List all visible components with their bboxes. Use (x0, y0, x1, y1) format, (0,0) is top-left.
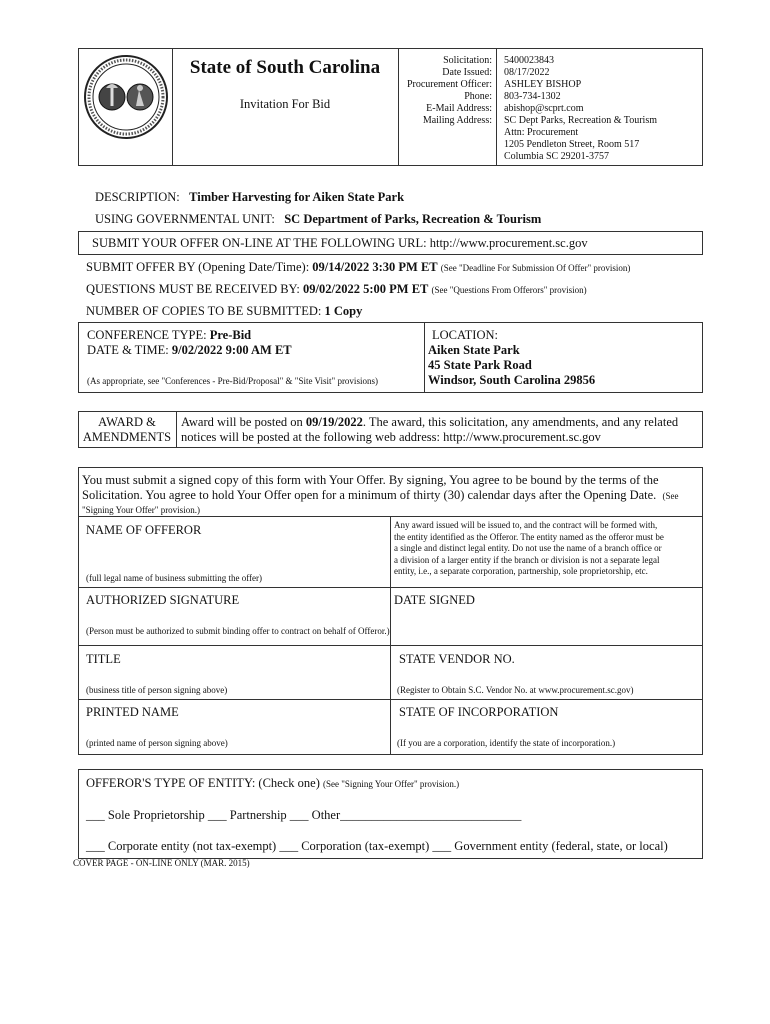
phone-value: 803-734-1302 (504, 91, 561, 102)
phone-label: Phone: (464, 91, 492, 102)
email-label: E-Mail Address: (426, 103, 492, 114)
name-of-offeror-label: NAME OF OFFEROR (86, 523, 202, 537)
entity-type-title-line (86, 776, 459, 791)
date-issued-label: Date Issued: (442, 67, 492, 78)
conference-note: (As appropriate, see "Conferences - Pre-Bid/Proposal" & "Site Visit" provisions) (87, 376, 378, 386)
award-label (78, 415, 176, 445)
entity-options-line-1: ___ Sole Proprietorship ___ Partnership ___ Other_____________________________ (86, 808, 522, 822)
governmental-unit-line (95, 212, 541, 227)
conference-datetime-label: DATE & TIME: (87, 343, 169, 357)
date-signed-label: DATE SIGNED (394, 593, 475, 607)
mailing-address-line4: Columbia SC 29201-3757 (504, 151, 610, 162)
document-type: Invitation For Bid (239, 97, 331, 111)
state-seal (83, 54, 169, 140)
questions-value: 09/02/2022 5:00 PM ET (303, 282, 429, 296)
signing-line-2: Solicitation. You agree to hold Your Offer open for a minimum of thirty (30) calendar days after the Opening Date. (82, 488, 657, 502)
solicitation-number: 5400023843 (504, 55, 554, 66)
award-label-2: AMENDMENTS (82, 430, 172, 444)
conference-divider (424, 322, 425, 393)
mailing-address-line3: 1205 Pendleton Street, Room 517 (504, 139, 640, 150)
signing-line-3: "Signing Your Offer" provision.) (82, 505, 200, 515)
signing-instructions (82, 473, 700, 516)
authorized-signature-note: (Person must be authorized to submit binding offer to contract on behalf of Offeror.) (86, 626, 390, 636)
submit-by-line (86, 260, 630, 275)
location-line-3: Windsor, South Carolina 29856 (428, 373, 596, 387)
description-value: Timber Harvesting for Aiken State Park (189, 190, 405, 204)
signing-rule-3 (78, 645, 703, 646)
conference-datetime-line (87, 343, 292, 358)
award-text-b: . The award, this solicitation, any amendments, and any related (362, 415, 679, 429)
location-label: LOCATION: (432, 328, 498, 342)
email-value: abishop@scprt.com (504, 103, 584, 114)
submit-by-value: 09/14/2022 3:30 PM ET (312, 260, 438, 274)
award-entity-note: Any award issued will be issued to, and the contract will be formed with, the entity identified as the Offeror. The entity named as the offeror must be a single and distinct legal entity. Do not use the name of a branch office or a division of a larger entity if the branch or division is not a separate legal entity, i.e., a separate corporation, partnership, sole proprietorship, etc. (394, 520, 664, 576)
location-line-2: 45 State Park Road (428, 358, 532, 372)
title-label: TITLE (86, 652, 121, 666)
signing-line-2-note: (See (662, 491, 679, 501)
procurement-officer-name: ASHLEY BISHOP (504, 79, 582, 90)
questions-note: (See "Questions From Offerors" provision) (431, 285, 587, 295)
state-of-incorporation-label: STATE OF INCORPORATION (399, 705, 559, 719)
signing-col-divider (390, 516, 391, 755)
conference-type-label: CONFERENCE TYPE: (87, 328, 207, 342)
state-of-incorporation-note: (If you are a corporation, identify the state of incorporation.) (397, 738, 616, 748)
authorized-signature-label: AUTHORIZED SIGNATURE (86, 593, 240, 607)
award-text-c: notices will be posted at the following web address: http://www.procurement.sc.gov (181, 430, 601, 444)
location-block (428, 328, 595, 388)
solicitation-label: Solicitation: (443, 55, 492, 66)
entity-options-line-2: ___ Corporate entity (not tax-exempt) ___ Corporation (tax-exempt) ___ Government entity (federal, state, or local) (86, 839, 668, 853)
award-divider (176, 411, 177, 448)
mailing-address-line2: Attn: Procurement (504, 127, 579, 138)
copies-value: 1 Copy (324, 304, 363, 318)
entity-type-title: OFFEROR'S TYPE OF ENTITY: (Check one) (86, 776, 320, 790)
signing-rule-2 (78, 587, 703, 588)
copies-line (86, 304, 362, 319)
signing-rule-4 (78, 699, 703, 700)
signing-line-1: You must submit a signed copy of this form with Your Offer. By signing, You agree to be bound by the terms of the (82, 473, 659, 487)
date-issued-value: 08/17/2022 (504, 67, 550, 78)
conference-type-value: Pre-Bid (209, 328, 252, 342)
conference-datetime-value: 9/02/2022 9:00 AM ET (171, 343, 292, 357)
conference-type-line (87, 328, 251, 343)
questions-line (86, 282, 587, 297)
entity-type-note: (See "Signing Your Offer" provision.) (322, 779, 460, 789)
submit-by-label: SUBMIT OFFER BY (Opening Date/Time): (86, 260, 310, 274)
award-date: 09/19/2022 (305, 415, 363, 429)
questions-label: QUESTIONS MUST BE RECEIVED BY: (86, 282, 300, 296)
description-line (95, 190, 404, 205)
title-note: (business title of person signing above) (86, 685, 228, 695)
printed-name-label: PRINTED NAME (86, 705, 179, 719)
info-labels (400, 55, 492, 127)
footer-cover-page: COVER PAGE - ON-LINE ONLY (MAR. 2015) (73, 858, 250, 868)
state-vendor-no-label: STATE VENDOR NO. (399, 652, 515, 666)
state-title: State of South Carolina (189, 57, 381, 78)
header-divider-2 (398, 48, 399, 166)
award-text (181, 415, 701, 445)
description-label: DESCRIPTION: (95, 190, 180, 204)
submit-by-note: (See "Deadline For Submission Of Offer" provision) (440, 263, 631, 273)
location-line-1: Aiken State Park (428, 343, 520, 357)
printed-name-note: (printed name of person signing above) (86, 738, 228, 748)
submit-url-text: SUBMIT YOUR OFFER ON-LINE AT THE FOLLOWING URL: http://www.procurement.sc.gov (92, 236, 588, 250)
info-values (504, 55, 700, 163)
unit-label: USING GOVERNMENTAL UNIT: (95, 212, 275, 226)
mailing-address-label: Mailing Address: (422, 115, 492, 126)
award-text-a: Award will be posted on (181, 415, 306, 429)
state-vendor-no-note: (Register to Obtain S.C. Vendor No. at www.procurement.sc.gov) (397, 685, 634, 695)
procurement-officer-label: Procurement Officer: (406, 79, 492, 90)
unit-value: SC Department of Parks, Recreation & Tourism (284, 212, 542, 226)
header-divider-3 (496, 48, 497, 166)
name-of-offeror-note: (full legal name of business submitting the offer) (86, 573, 263, 583)
copies-label: NUMBER OF COPIES TO BE SUBMITTED: (86, 304, 322, 318)
mailing-address-line1: SC Dept Parks, Recreation & Tourism (504, 115, 657, 126)
award-label-1: AWARD & (98, 415, 156, 429)
